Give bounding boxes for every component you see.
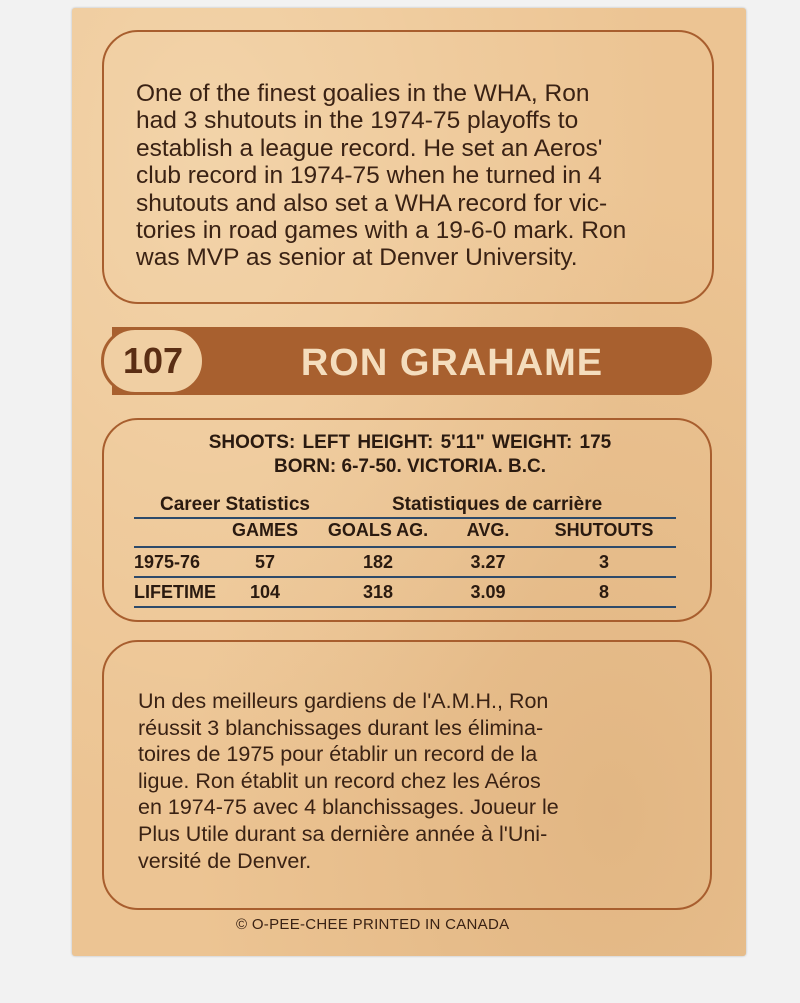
player-name: RON GRAHAME [300, 342, 604, 384]
table-cell: 318 [362, 582, 394, 602]
table-cell: 3.27 [470, 552, 506, 572]
english-bio-text: One of the finest goalies in the WHA, Ron had 3 shutouts in the 1974-75 playoffs to establish a league record. He set an Aeros' club record in 1974-75 when he turned in 4 shutouts and also set a WHA record for vic- tories in road games with a 19-6-0 mark. Ron was MVP as senior at Denver University. [136, 80, 627, 272]
table-cell: 3 [598, 552, 609, 572]
vitals-line-1: SHOOTS: LEFT HEIGHT: 5'11" WEIGHT: 175 [208, 432, 612, 453]
table-rule-row1 [134, 576, 676, 578]
header-average: AVG. [466, 520, 510, 540]
copyright-line: © O-PEE-CHEE PRINTED IN CANADA [236, 916, 510, 933]
vitals-line-2: BORN: 6-7-50. VICTORIA. B.C. [273, 456, 547, 477]
career-stats-title-en: Career Statistics [160, 494, 310, 515]
table-cell: 182 [362, 552, 394, 572]
table-cell: 57 [254, 552, 276, 572]
row-label-lifetime: LIFETIME [134, 582, 216, 602]
table-rule-header [134, 546, 676, 548]
table-rule-bottom [134, 606, 676, 608]
table-cell: 8 [598, 582, 609, 602]
header-shutouts: SHUTOUTS [554, 520, 654, 540]
table-cell: 104 [249, 582, 281, 602]
card-number: 107 [101, 327, 205, 395]
career-stats-title-fr: Statistiques de carrière [392, 494, 603, 515]
header-games: GAMES [231, 520, 298, 540]
french-bio-text: Un des meilleurs gardiens de l'A.M.H., Ron réussit 3 blanchissages durant les élimina- toires de 1975 pour établir un record de la ligue. Ron établit un record chez les Aéros en 1974-75 avec 4 blanchissages. Joueur le Plus Utile durant sa dernière année à l'Uni- versité de Denver. [138, 689, 559, 873]
row-label-season: 1975-76 [134, 552, 201, 572]
table-cell: 3.09 [470, 582, 506, 602]
header-goals-against: GOALS AG. [327, 520, 429, 540]
table-rule-top [134, 517, 676, 519]
